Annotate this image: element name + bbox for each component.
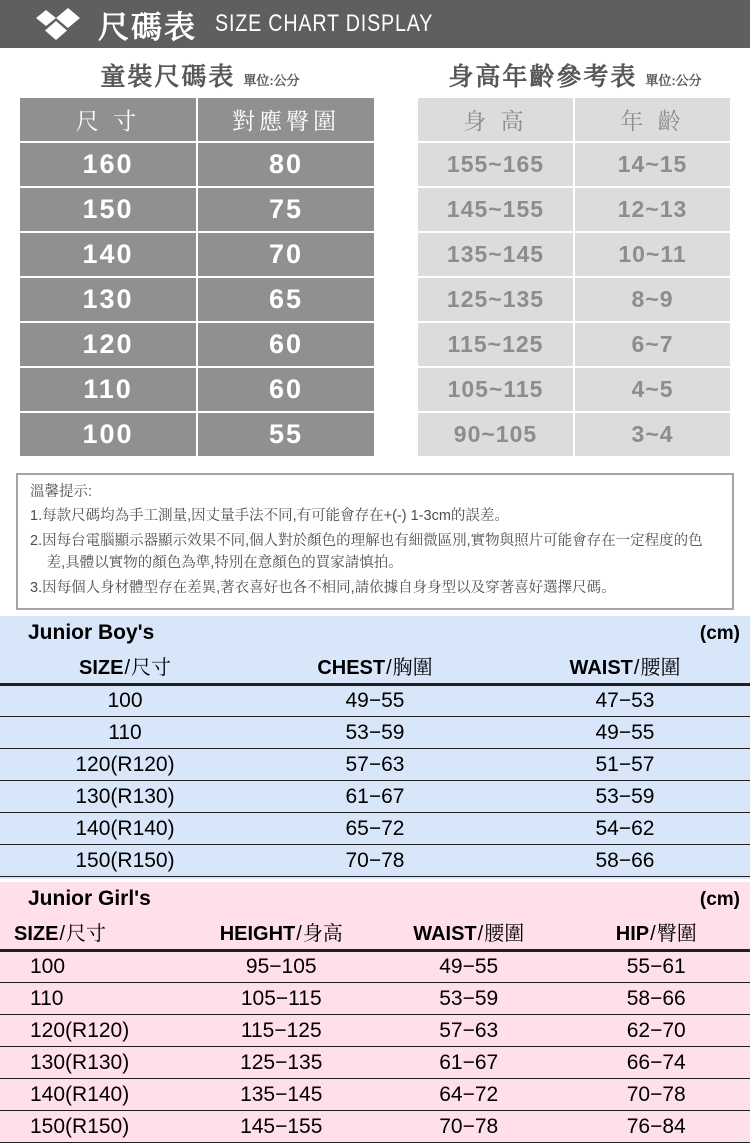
table-row [0, 1047, 750, 1079]
cell-height: 135~145 [418, 233, 573, 276]
cell-hip: 66−74 [563, 1047, 750, 1079]
cell-age: 14~15 [575, 143, 730, 186]
column-header-height: HEIGHT/身高 [188, 911, 376, 951]
height-age-title-block [400, 57, 750, 93]
cell-height: 135−145 [188, 1079, 376, 1111]
cell-size: 120(R120) [0, 749, 250, 781]
height-age-table-title: 身高年齡參考表 [448, 57, 637, 93]
column-header-size: 尺 寸 [20, 98, 196, 141]
kids-size-table [18, 96, 376, 458]
cell-hip: 70 [198, 233, 374, 276]
cell-chest: 57−63 [250, 749, 500, 781]
cell-size: 140 [20, 233, 196, 276]
cell-size: 140(R140) [0, 813, 250, 845]
cell-height: 155~165 [418, 143, 573, 186]
junior-girls-header [0, 885, 750, 911]
table-row [0, 813, 750, 845]
cell-height: 115~125 [418, 323, 573, 366]
table-row [20, 188, 374, 231]
table-header-row [0, 645, 750, 685]
cell-size: 120 [20, 323, 196, 366]
cell-size: 110 [0, 717, 250, 749]
notice-item: 3.因每個人身材體型存在差異,著衣喜好也各不相同,請依據自身身型以及穿著喜好選擇尺碼。 [30, 577, 720, 599]
table-row [0, 781, 750, 813]
cell-hip: 55 [198, 413, 374, 456]
cell-size: 120(R120) [0, 1015, 188, 1047]
cell-waist: 51−57 [500, 749, 750, 781]
table-row [0, 717, 750, 749]
junior-boys-unit: (cm) [700, 623, 740, 645]
junior-girls-title: Junior Girl's [28, 887, 151, 911]
column-header-waist: WAIST/腰圍 [375, 911, 563, 951]
table-row [20, 413, 374, 456]
notice-title: 溫馨提示: [30, 481, 720, 503]
table-row [0, 983, 750, 1015]
cell-height: 105−115 [188, 983, 376, 1015]
cell-waist: 53−59 [500, 781, 750, 813]
table-row [418, 323, 730, 366]
column-header-hip: 對應臀圍 [198, 98, 374, 141]
cell-chest: 53−59 [250, 717, 500, 749]
cell-size: 130 [20, 278, 196, 321]
cell-hip: 80 [198, 143, 374, 186]
header-bar [0, 0, 750, 48]
table-header-row [418, 98, 730, 141]
cell-height: 125−135 [188, 1047, 376, 1079]
junior-boys-header [0, 619, 750, 645]
table-row [418, 278, 730, 321]
page-title: 尺碼表 [98, 2, 197, 47]
table-row [0, 1079, 750, 1111]
cell-height: 145~155 [418, 188, 573, 231]
cell-hip: 75 [198, 188, 374, 231]
junior-boys-table [0, 645, 750, 877]
table-row [418, 143, 730, 186]
table-row [0, 749, 750, 781]
cell-waist: 61−67 [375, 1047, 563, 1079]
height-age-table [416, 96, 732, 458]
cell-size: 150 [20, 188, 196, 231]
cell-hip: 65 [198, 278, 374, 321]
cell-height: 125~135 [418, 278, 573, 321]
junior-girls-unit: (cm) [700, 889, 740, 911]
cell-size: 140(R140) [0, 1079, 188, 1111]
cell-age: 4~5 [575, 368, 730, 411]
cell-waist: 58−66 [500, 845, 750, 877]
cell-size: 130(R130) [0, 1047, 188, 1079]
table-row [20, 368, 374, 411]
cell-age: 12~13 [575, 188, 730, 231]
cell-height: 105~115 [418, 368, 573, 411]
notice-item: 2.因每台電腦顯示器顯示效果不同,個人對於顏色的理解也有細微區別,實物與照片可能會存在一定程度的色差,具體以實物的顏色為準,特別在意顏色的買家請慎拍。 [30, 530, 720, 575]
table-row [0, 1015, 750, 1047]
cell-waist: 54−62 [500, 813, 750, 845]
cell-hip: 76−84 [563, 1111, 750, 1143]
column-header-chest: CHEST/胸圍 [250, 645, 500, 685]
table-row [418, 368, 730, 411]
cell-height: 145−155 [188, 1111, 376, 1143]
column-header-size: SIZE/尺寸 [0, 911, 188, 951]
cell-size: 130(R130) [0, 781, 250, 813]
height-age-table-unit: 單位:公分 [645, 70, 701, 89]
cell-size: 100 [0, 685, 250, 717]
table-header-row [20, 98, 374, 141]
cell-size: 100 [0, 951, 188, 983]
cell-hip: 58−66 [563, 983, 750, 1015]
cell-size: 110 [0, 983, 188, 1015]
junior-girls-section [0, 882, 750, 1143]
cell-height: 115−125 [188, 1015, 376, 1047]
arena-logo-icon [36, 8, 84, 40]
kids-table-title: 童裝尺碼表 [100, 57, 235, 93]
cell-hip: 70−78 [563, 1079, 750, 1111]
notice-box [16, 473, 734, 610]
kids-table-unit: 單位:公分 [243, 70, 299, 89]
cell-waist: 49−55 [500, 717, 750, 749]
cell-age: 3~4 [575, 413, 730, 456]
table-row [20, 278, 374, 321]
junior-boys-title: Junior Boy's [28, 621, 154, 645]
table-titles-row [0, 48, 750, 93]
notice-item: 1.每款尺碼均為手工測量,因丈量手法不同,有可能會存在+(-) 1-3cm的誤差。 [30, 505, 720, 527]
cell-waist: 49−55 [375, 951, 563, 983]
cell-waist: 47−53 [500, 685, 750, 717]
column-header-height: 身 高 [418, 98, 573, 141]
table-row [20, 143, 374, 186]
cell-age: 8~9 [575, 278, 730, 321]
junior-girls-table [0, 911, 750, 1143]
column-header-waist: WAIST/腰圍 [500, 645, 750, 685]
gray-tables-row [0, 96, 750, 458]
table-row [0, 685, 750, 717]
page-subtitle: SIZE CHART DISPLAY [215, 10, 433, 38]
cell-waist: 57−63 [375, 1015, 563, 1047]
table-row [418, 413, 730, 456]
table-header-row [0, 911, 750, 951]
column-header-size: SIZE/尺寸 [0, 645, 250, 685]
cell-chest: 49−55 [250, 685, 500, 717]
cell-height: 90~105 [418, 413, 573, 456]
cell-age: 6~7 [575, 323, 730, 366]
table-row [418, 233, 730, 276]
cell-size: 100 [20, 413, 196, 456]
cell-waist: 53−59 [375, 983, 563, 1015]
table-row [0, 951, 750, 983]
cell-chest: 65−72 [250, 813, 500, 845]
column-header-age: 年 齡 [575, 98, 730, 141]
table-row [20, 233, 374, 276]
column-header-hip: HIP/臀圍 [563, 911, 750, 951]
junior-boys-section [0, 616, 750, 879]
cell-size: 160 [20, 143, 196, 186]
kids-table-title-block [0, 57, 400, 93]
cell-size: 110 [20, 368, 196, 411]
table-row [0, 845, 750, 877]
cell-waist: 64−72 [375, 1079, 563, 1111]
cell-hip: 60 [198, 323, 374, 366]
cell-chest: 61−67 [250, 781, 500, 813]
cell-waist: 70−78 [375, 1111, 563, 1143]
cell-hip: 62−70 [563, 1015, 750, 1047]
table-row [418, 188, 730, 231]
table-row [0, 1111, 750, 1143]
cell-height: 95−105 [188, 951, 376, 983]
cell-hip: 60 [198, 368, 374, 411]
cell-size: 150(R150) [0, 845, 250, 877]
cell-size: 150(R150) [0, 1111, 188, 1143]
table-row [20, 323, 374, 366]
cell-chest: 70−78 [250, 845, 500, 877]
cell-age: 10~11 [575, 233, 730, 276]
cell-hip: 55−61 [563, 951, 750, 983]
